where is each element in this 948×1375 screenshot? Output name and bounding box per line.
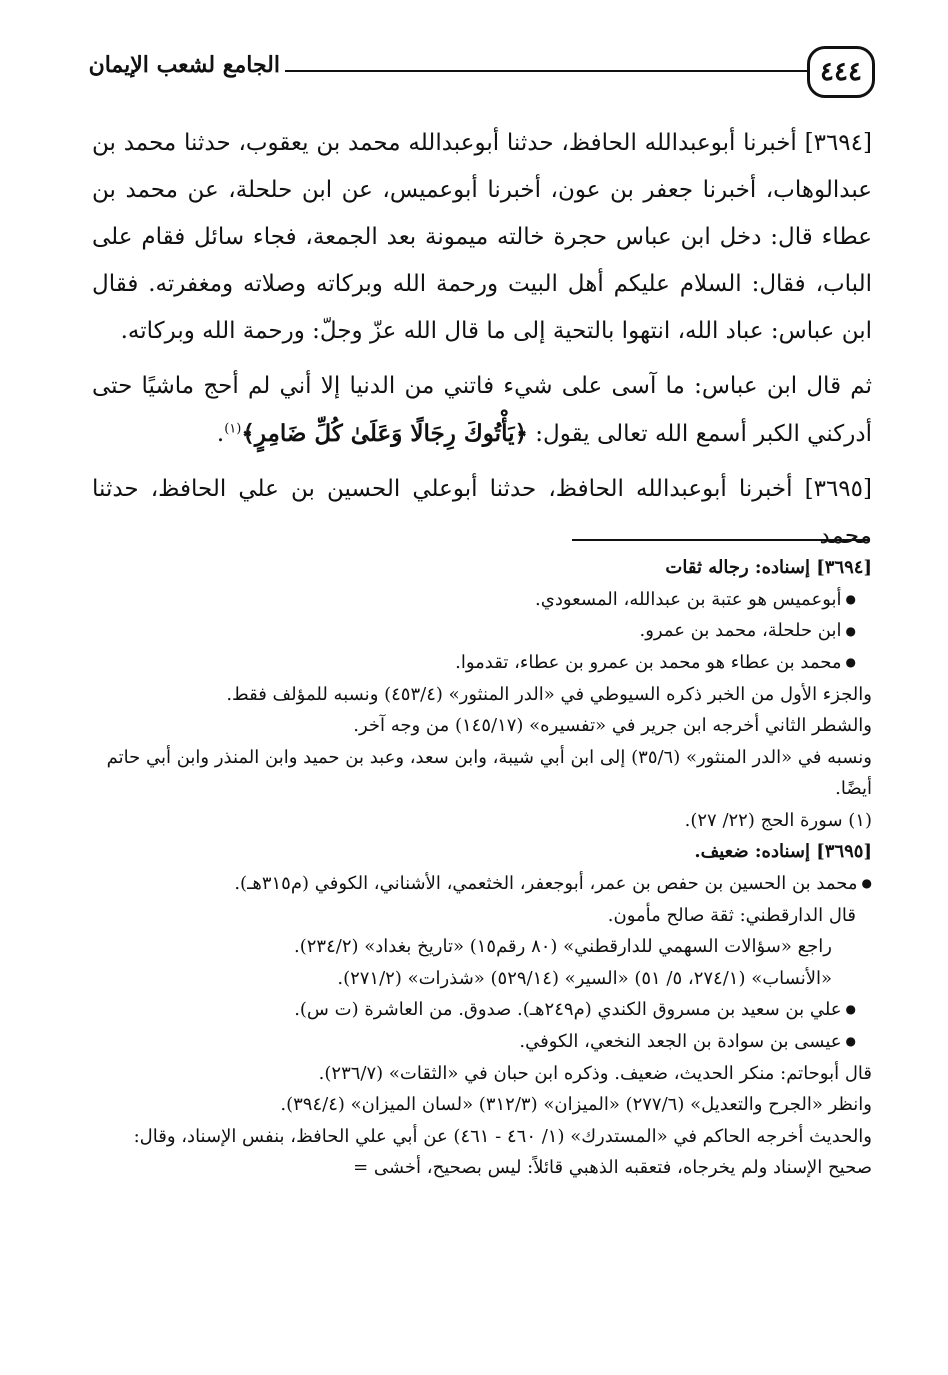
note-narrator-1: ● أبوعميس هو عتبة بن عبدالله، المسعودي.: [92, 584, 872, 616]
note-3695-heading: [٣٦٩٥] إسناده: ضعيف.: [694, 841, 872, 863]
quran-verse: ﴿يَأْتُوكَ رِجَالًا وَعَلَىٰ كُلِّ ضَامِرٍ﴾: [241, 420, 528, 447]
note-narrator-4: ● محمد بن الحسين بن حفص بن عمر، أبوجعفر، الخثعمي، الأشناني، الكوفي (م٣١٥هـ).: [92, 868, 872, 900]
header-rule: [285, 70, 807, 72]
page-header: [88, 44, 875, 106]
main-text: [92, 120, 872, 568]
footnote-1: (١) سورة الحج (٢٢/ ٢٧).: [684, 809, 872, 831]
note-narrator-5: ● علي بن سعيد بن مسروق الكندي (م٢٤٩هـ). صدوق. من العاشرة (ت س).: [92, 994, 872, 1026]
running-title: الجامع لشعب الإيمان: [88, 52, 280, 78]
paragraph-3695: [٣٦٩٥] أخبرنا أبوعبدالله الحافظ، حدثنا أبوعلي الحسين بن علي الحافظ، حدثنا محمد: [92, 476, 872, 549]
note-daraqutni: قال الدارقطني: ثقة صالح مأمون.: [607, 904, 856, 926]
page-number: ٤٤٤: [807, 46, 875, 98]
note-narrator-2: ● ابن حلحلة، محمد بن عمرو.: [92, 615, 872, 647]
period: .: [216, 421, 225, 447]
paragraph-ibn-abbas-text: ثم قال ابن عباس: ما آسى على شيء فاتني من الدنيا إلا أني لم أحج ماشيًا حتى أدركني الكبر أسمع الله تعالى يقول:: [92, 373, 872, 447]
note-narrator-3: ● محمد بن عطاء هو محمد بن عمرو بن عطاء، تقدموا.: [92, 647, 872, 679]
note-narrator-6: ● عيسى بن سوادة بن الجعد النخعي، الكوفي.: [92, 1026, 872, 1058]
paragraph-3694: [٣٦٩٤] أخبرنا أبوعبدالله الحافظ، حدثنا أبوعبدالله محمد بن يعقوب، حدثنا محمد بن عبدالوهاب، أخبرنا جعفر بن عون، أخبرنا أبوعميس، عن ابن حلحلة، عن محمد بن عطاء قال: دخل ابن عباس حجرة خالته ميمونة بعد الجمعة، فجاء سائل فقام على الباب، فقال: السلام عليكم أهل البيت ورحمة الله وبركاته وصلاته ومغفرته. فقال ابن عباس: عباد الله، انتهوا بالتحية إلى ما قال الله عزّ وجلّ: ورحمة الله وبركاته.: [92, 130, 873, 344]
footnotes: [92, 552, 872, 1184]
note-source-1: والجزء الأول من الخبر ذكره السيوطي في «الدر المنثور» (٤٥٣/٤) ونسبه للمؤلف فقط.: [226, 683, 872, 705]
note-3694-heading: [٣٦٩٤] إسناده: رجاله ثقات: [665, 557, 872, 578]
note-ref-3: وانظر «الجرح والتعديل» (٢٧٧/٦) «الميزان» (٣١٢/٣) «لسان الميزان» (٣٩٤/٤).: [280, 1094, 872, 1115]
note-source-3: ونسبه في «الدر المنثور» (٣٥/٦) إلى ابن أبي شيبة، وابن سعد، وعبد بن حميد وابن المنذر وابن أبي حاتم أيضًا.: [106, 746, 872, 800]
note-abu-hatim: قال أبوحاتم: منكر الحديث، ضعيف. وذكره ابن حبان في «الثقات» (٢٣٦/٧).: [318, 1062, 872, 1084]
note-source-2: والشطر الثاني أخرجه ابن جرير في «تفسيره» (١٤٥/١٧) من وجه آخر.: [353, 715, 872, 737]
footnote-ref: (١): [224, 421, 242, 437]
footnote-separator: [572, 539, 870, 541]
paragraph-ibn-abbas: [92, 363, 872, 458]
note-hakim: والحديث أخرجه الحاكم في «المستدرك» (١/ ٤٦٠ - ٤٦١) عن أبي علي الحافظ، بنفس الإسناد، وقال: صحيح الإسناد ولم يخرجاه، فتعقبه الذهبي قائلاً: ليس بصحيح، أخشى =: [133, 1125, 872, 1178]
note-ref-2: «الأنساب» (٢٧٤/١، ٥/ ٥١) «السير» (٥٢٩/١٤) «شذرات» (٢٧١/٢).: [337, 967, 832, 989]
note-ref-1: راجع «سؤالات السهمي للدارقطني» (٨٠ رقم١٥) «تاريخ بغداد» (٢٣٤/٢).: [294, 936, 832, 957]
